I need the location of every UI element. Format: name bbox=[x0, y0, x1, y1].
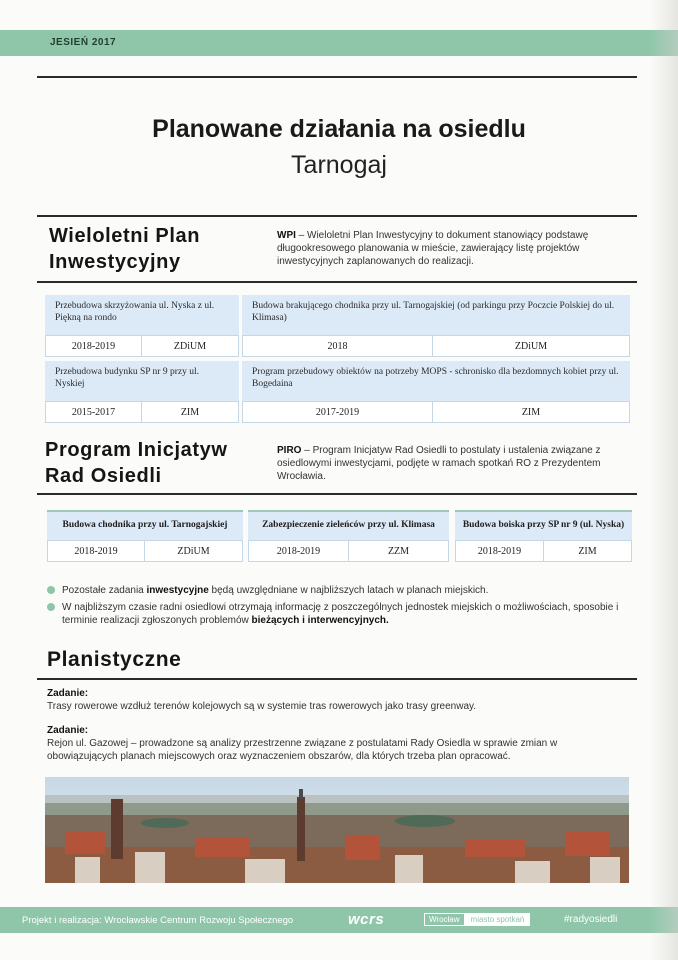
project-unit: ZDiUM bbox=[144, 540, 243, 562]
project-unit: ZIM bbox=[432, 401, 630, 423]
project-card bbox=[47, 510, 243, 562]
wroclaw-logo-city: Wrocław bbox=[424, 913, 465, 926]
project-unit: ZZM bbox=[348, 540, 449, 562]
task-label: Zadanie: bbox=[47, 688, 89, 699]
list-item: W najbliższym czasie radni osiedlowi otrzymają informację z poszczególnych jednostek miejskich o możliwościach, sposobie i terminie realizacji zgłoszonych problemów bieżących i interwencyjnych. bbox=[47, 601, 647, 627]
wpi-abbr: WPI bbox=[277, 230, 296, 241]
bullet-icon bbox=[47, 586, 55, 594]
footer-hashtag: #radyosiedli bbox=[564, 914, 618, 925]
project-card bbox=[242, 361, 630, 423]
project-card bbox=[45, 361, 239, 423]
project-years: 2018 bbox=[242, 335, 433, 357]
wcrs-logo: wcrs bbox=[348, 911, 385, 928]
wroclaw-logo bbox=[424, 913, 530, 926]
bullet-icon bbox=[47, 603, 55, 611]
project-card bbox=[248, 510, 449, 562]
piro-description-text: – Program Inicjatyw Rad Osiedli to postulaty i ustalenia związane z osiedlowymi inwestycjami, podjęte w ramach spotkań RO z Prezydentem Wrocławia. bbox=[277, 445, 601, 482]
project-title: Przebudowa skrzyżowania ul. Nyska z ul. Piękną na rondo bbox=[45, 295, 239, 335]
notes-list bbox=[47, 584, 647, 631]
project-card bbox=[45, 295, 239, 357]
project-title: Budowa chodnika przy ul. Tarnogajskiej bbox=[47, 512, 243, 540]
divider bbox=[37, 76, 637, 78]
piro-description bbox=[277, 444, 645, 483]
piro-abbr: PIRO bbox=[277, 445, 302, 456]
project-title: Przebudowa budynku SP nr 9 przy ul. Nyskiej bbox=[45, 361, 239, 401]
project-years: 2018-2019 bbox=[248, 540, 349, 562]
project-years: 2018-2019 bbox=[47, 540, 145, 562]
task-text: Rejon ul. Gazowej – prowadzone są analizy przestrzenne związane z postulatami Rady Osiedla w sprawie zmian w obowiązujących planach miejscowych oraz wyznaczeniem obszarów, dla których trzeba plan opracować. bbox=[47, 738, 558, 762]
project-card bbox=[242, 295, 630, 357]
list-item: Pozostałe zadania inwestycyjne będą uwzględniane w najbliższych latach w planach miejskich. bbox=[47, 584, 647, 597]
project-title: Program przebudowy obiektów na potrzeby MOPS - schronisko dla bezdomnych kobiet przy ul. Bogedaina bbox=[242, 361, 630, 401]
divider bbox=[37, 281, 637, 283]
project-years: 2017-2019 bbox=[242, 401, 433, 423]
piro-title-line1: Program Inicjatyw bbox=[45, 439, 228, 461]
page-edge-shadow bbox=[650, 0, 678, 960]
project-years: 2018-2019 bbox=[455, 540, 544, 562]
project-unit: ZDiUM bbox=[432, 335, 630, 357]
project-title: Zabezpieczenie zieleńców przy ul. Klimasa bbox=[248, 512, 449, 540]
planning-title: Planistyczne bbox=[47, 648, 182, 671]
piro-title bbox=[45, 437, 275, 489]
wpi-description bbox=[277, 229, 645, 268]
wpi-description-text: – Wieloletni Plan Inwestycyjny to dokument stanowiący podstawę długookresowego planowania w mieście, zawierający listę projektów inwestycyjnych zaplanowanych do realizacji. bbox=[277, 230, 589, 267]
project-title: Budowa brakującego chodnika przy ul. Tarnogajskiej (od parkingu przy Poczcie Polskiej do ul. Klimasa) bbox=[242, 295, 630, 335]
divider bbox=[37, 215, 637, 217]
task-label: Zadanie: bbox=[47, 725, 89, 736]
project-unit: ZIM bbox=[543, 540, 632, 562]
wpi-title-line1: Wieloletni Plan bbox=[49, 225, 201, 247]
wpi-title-line2: Inwestycyjny bbox=[49, 251, 181, 273]
project-unit: ZIM bbox=[141, 401, 239, 423]
piro-title-line2: Rad Osiedli bbox=[45, 465, 162, 487]
task-text: Trasy rowerowe wzdłuż terenów kolejowych są w systemie tras rowerowych jako trasy greenway. bbox=[47, 701, 477, 712]
divider bbox=[37, 493, 637, 495]
page-title: Planowane działania na osiedlu bbox=[152, 115, 526, 143]
page-subtitle: Tarnogaj bbox=[291, 151, 387, 179]
project-years: 2018-2019 bbox=[45, 335, 142, 357]
project-card bbox=[455, 510, 632, 562]
project-title: Budowa boiska przy SP nr 9 (ul. Nyska) bbox=[455, 512, 632, 540]
wroclaw-logo-slogan: miasto spotkań bbox=[465, 913, 531, 926]
city-panorama-image bbox=[45, 777, 629, 883]
project-unit: ZDiUM bbox=[141, 335, 239, 357]
wpi-title bbox=[49, 223, 249, 275]
footer-credit: Projekt i realizacja: Wrocławskie Centrum Rozwoju Społecznego bbox=[22, 915, 294, 926]
divider bbox=[37, 678, 637, 680]
season-label: JESIEŃ 2017 bbox=[50, 37, 117, 48]
project-years: 2015-2017 bbox=[45, 401, 142, 423]
